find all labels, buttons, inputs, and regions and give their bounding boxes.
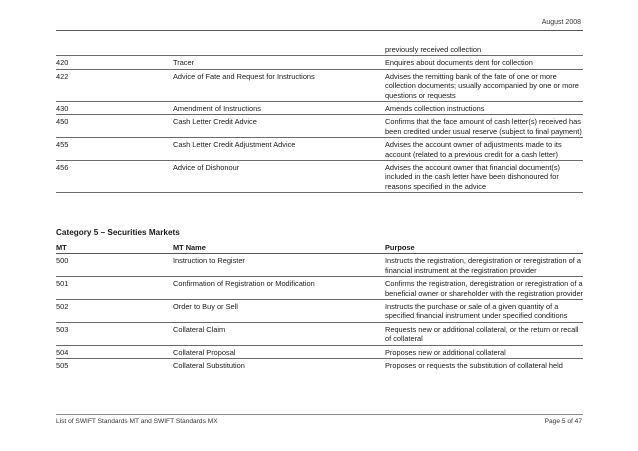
table-header-row [56,241,583,254]
mt-name-cell: Order to Buy or Sell [173,300,385,323]
footer-rule [56,414,583,415]
mt-cell: 504 [56,345,173,358]
mt-cell: 422 [56,69,173,101]
table-row [56,359,583,372]
mt-name-cell: Instruction to Register [173,254,385,277]
purpose-cell: Instructs the purchase or sale of a given quantity of a specified financial instrument under specified conditions [385,300,583,323]
mt-name-cell: Confirmation of Registration or Modification [173,277,385,300]
mt-cell: 502 [56,300,173,323]
mt-cell: 420 [56,56,173,69]
column-header-purpose: Purpose [385,241,583,254]
mt-cell: 501 [56,277,173,300]
purpose-cell: previously received collection [385,43,583,56]
table-row [56,322,583,345]
column-header-mt: MT [56,241,173,254]
mt-cell: 500 [56,254,173,277]
purpose-cell: Enquires about documents dent for collection [385,56,583,69]
mt-name-cell: Collateral Substitution [173,361,245,371]
table-row [56,161,583,193]
purpose-cell: Advises the remitting bank of the fate of one or more collection documents; usually accompanied by one or more questions or requests [385,69,583,101]
securities-markets-table [56,241,583,371]
table-row [56,254,583,277]
mt-cell: 505 [56,361,69,371]
purpose-cell: Instructs the registration, deregistration or reregistration of a financial instrument at the registration provider [385,254,583,277]
table-row [56,115,583,138]
collections-table [56,43,583,193]
mt-name-cell: Cash Letter Credit Adjustment Advice [173,138,385,161]
mt-name-cell [173,43,385,56]
mt-cell: 456 [56,161,173,193]
purpose-cell: Requests new or additional collateral, or the return or recall of collateral [385,322,583,345]
purpose-cell: Confirms the registration, deregistration or reregistration of a beneficial owner or shareholder with the registration provider [385,277,583,300]
header-rule [56,30,583,31]
purpose-cell: Proposes new or additional collateral [385,345,583,358]
mt-cell: 503 [56,322,173,345]
purpose-cell: Amends collection instructions [385,102,583,115]
mt-cell: 430 [56,102,173,115]
table-row [56,300,583,323]
mt-name-cell: Collateral Proposal [173,345,385,358]
mt-name-cell: Tracer [173,56,385,69]
table-row [56,345,583,358]
footer-document-title: List of SWIFT Standards MT and SWIFT Standards MX [56,418,218,425]
table-row [56,69,583,101]
mt-cell [56,43,173,56]
mt-name-cell: Cash Letter Credit Advice [173,115,385,138]
mt-name-cell: Collateral Claim [173,322,385,345]
header-date: August 2008 [541,19,581,26]
mt-cell: 450 [56,115,173,138]
mt-cell: 455 [56,138,173,161]
table-row [56,102,583,115]
table-row [56,138,583,161]
column-header-mt-name: MT Name [173,241,385,254]
purpose-cell: Confirms that the face amount of cash letter(s) received has been credited under usual reserve (subject to final payment) [385,115,583,138]
section-title: Category 5 – Securities Markets [56,228,180,237]
table-row [56,43,583,56]
footer-page-number: Page 5 of 47 [544,418,582,425]
mt-name-cell: Advice of Dishonour [173,161,385,193]
purpose-cell: Advises the account owner of adjustments made to its account (related to a previous credit for a cash letter) [385,138,583,161]
mt-name-cell: Amendment of Instructions [173,102,385,115]
mt-name-cell: Advice of Fate and Request for Instructions [173,69,385,101]
table-row [56,56,583,69]
purpose-cell: Proposes or requests the substitution of collateral held [385,361,563,371]
table-row [56,277,583,300]
purpose-cell: Advises the account owner that financial document(s) included in the cash letter have been dishonoured for reasons specified in the advice [385,161,583,193]
